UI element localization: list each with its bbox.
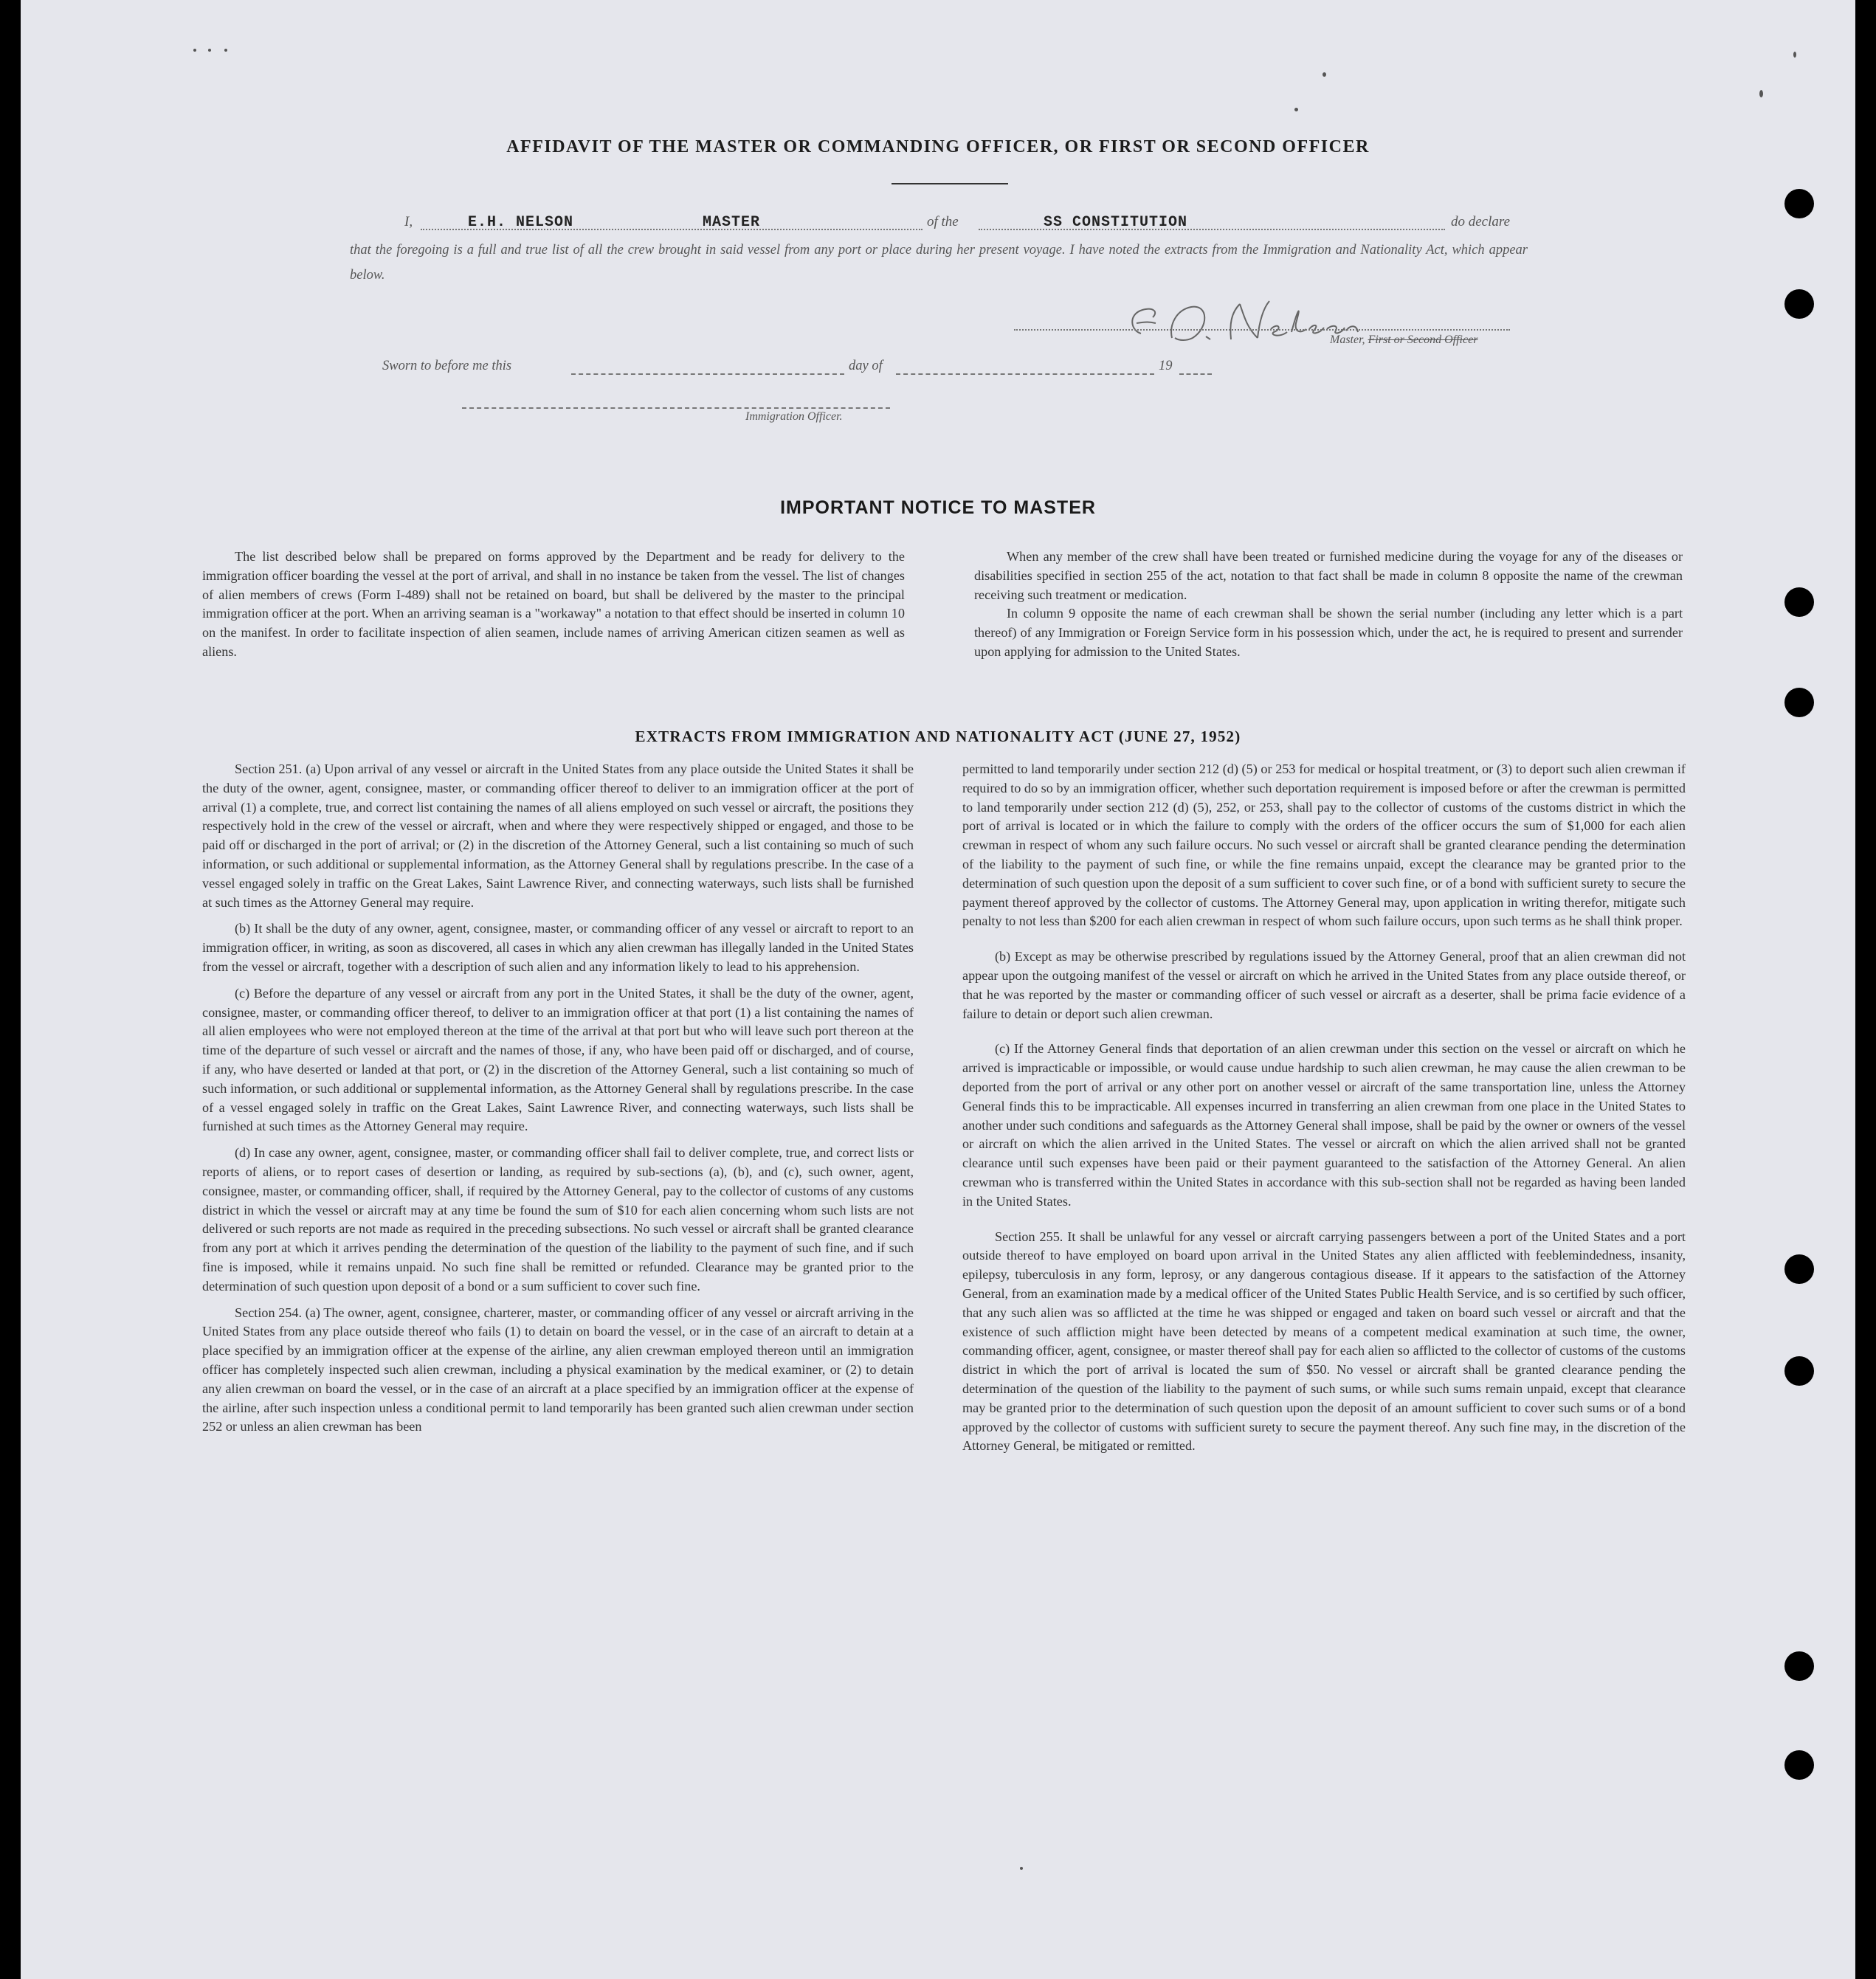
- act-right-column: [962, 760, 1686, 1456]
- form-page: [21, 0, 1855, 1979]
- binder-hole: [1784, 1254, 1814, 1284]
- sworn-line: [382, 359, 1231, 378]
- binder-hole: [1784, 688, 1814, 717]
- scan-speck: [1322, 72, 1326, 77]
- scan-speck: [193, 49, 196, 52]
- binder-hole: [1784, 1750, 1814, 1780]
- scan-speck: [208, 49, 211, 52]
- notice-paragraph: When any member of the crew shall have been treated or furnished medicine during the voyage for any of the diseases or disabilities specified in section 255 of the act, notation to that fact shall be made in column 8 opposite the name of the crewman receiving such treatment or medication.: [974, 549, 1683, 602]
- i-label: I,: [404, 214, 413, 229]
- struck-officer-label: First or Second Officer: [1368, 334, 1478, 346]
- act-paragraph: Section 255. It shall be unlawful for any vessel or aircraft carrying passengers between a port of the United States and a port outside thereof to have employed on board upon arrival in the United States any alien afflicted with feeblemindedness, insanity, epilepsy, tuberculosis in any form, leprosy, or any dangerous contagious disease. If it appears to the satisfaction of the Attorney General, from an examination made by a medical officer of the United States Public Health Service, and is so certified by such officer, that any such alien was so afflicted at the time he was shipped or engaged and taken on board such vessel or aircraft and that the existence of such affliction might have been detected by means of a competent medical examination at such time, the owner, commanding officer, agent, consignee, or master thereof shall pay for each alien so afflicted to the collector of customs of the customs district in which the port of arrival is located the sum of $50. No vessel or aircraft shall be granted clearance pending the determination of the question of the liability to the payment of such sums, or while such sums remain unpaid, except that clearance may be granted prior to the determination of such question upon the deposit of an amount sufficient to cover such sums or of a bond approved by the collector of customs with sufficient surety to secure the payment thereof. Any such fine may, in the discretion of the Attorney General, be mitigated or remitted.: [962, 1229, 1686, 1454]
- notice-right-column: [974, 548, 1683, 662]
- act-paragraph: (b) It shall be the duty of any owner, agent, consignee, master, or commanding officer of any vessel or aircraft to report to an immigration officer, in writing, as soon as discovered, all cases in which any alien crewman has illegally landed in the United States from the vessel or aircraft, together with a description of such alien and any information likely to lead to his apprehension.: [202, 921, 914, 974]
- scan-speck: [224, 49, 227, 52]
- scan-speck: [1020, 1867, 1023, 1870]
- officer-signature-line: [462, 407, 890, 409]
- act-left-column: [202, 760, 914, 1437]
- of-the-label: of the: [927, 214, 959, 229]
- notice-paragraph: The list described below shall be prepared on forms approved by the Department and be ready for delivery to the immigration officer boarding the vessel at the port of arrival, and shall in no instance be taken from the vessel. The list of changes of alien members of crews (Form I-489) shall not be retained on board, but shall be delivered by the master to the principal immigration officer at the port. When an arriving seaman is a "workaway" a notation to that effect should be inserted in column 10 on the manifest. In order to facilitate inspection of alien seamen, include names of arriving American citizen seamen as well as aliens.: [202, 549, 905, 659]
- officer-label: Immigration Officer.: [745, 410, 843, 423]
- notice-heading: IMPORTANT NOTICE TO MASTER: [780, 497, 1096, 518]
- affidavit-title: AFFIDAVIT OF THE MASTER OR COMMANDING OFFICER, OR FIRST OR SECOND OFFICER: [506, 137, 1370, 156]
- notice-paragraph: In column 9 opposite the name of each crewman shall be shown the serial number (including any letter which is a part thereof) of any Immigration or Foreign Service form in his possession which, under the act, he is required to present and surrender upon applying for admission to the United States.: [974, 606, 1683, 659]
- scan-speck: [1793, 52, 1796, 58]
- act-paragraph: Section 254. (a) The owner, agent, consignee, charterer, master, or commanding officer of any vessel or aircraft arriving in the United States from any place outside thereof who fails (1) to detain on board the vessel, or in the case of an aircraft to detain at a place specified by an immigration officer at the expense of the airline, any alien crewman employed thereon until an immigration officer has completely inspected such alien crewman, including a physical examination by the medical examiner, or (2) to detain any alien crewman on board the vessel, or in the case of an aircraft at a place specified by an immigration officer at the expense of the airline, after such inspection unless a conditional permit to land temporarily has been granted such alien crewman under section 252 or unless an alien crewman has been: [202, 1305, 914, 1434]
- master-name-field: E.H. NELSON: [468, 214, 574, 231]
- vessel-name-field: SS CONSTITUTION: [1044, 214, 1188, 231]
- act-paragraph: (d) In case any owner, agent, consignee, master, or commanding officer shall fail to deliver complete, true, and correct lists or reports of aliens, or to report cases of desertion or landing, as required by sub-sections (a), (b), and (c), such owner, agent, consignee, master, or commanding officer, shall, if required by the Attorney General, pay to the collector of customs of any customs district in which the vessel or aircraft may at any time be found the sum of $10 for each alien concerning whom such lists are not delivered or such reports are not made as required in the preceding subsections. No such vessel or aircraft shall be granted clearance from any port at which it arrives pending the determination of the question of the liability to the payment of such fine, and if such fine is imposed, while it remains unpaid. No such fine shall be remitted or refunded. Clearance may be granted prior to the determination of such question upon deposit of a bond or a sum sufficient to cover such fine.: [202, 1145, 914, 1294]
- title-divider: [892, 183, 1008, 184]
- sworn-label: Sworn to before me this: [382, 359, 512, 373]
- notice-left-column: [202, 548, 905, 662]
- act-paragraph: Section 251. (a) Upon arrival of any vessel or aircraft in the United States from any place outside the United States it shall be the duty of the owner, agent, consignee, master, or commanding officer thereof to deliver to an immigration officer at the port of arrival (1) a complete, true, and correct list containing the names of all aliens employed on such vessel or aircraft, the positions they respectively hold in the crew of the vessel or aircraft, when and where they were respectively shipped or engaged, and those to be paid off or discharged in the port of arrival; or (2) in the discretion of the Attorney General, such a list containing so much of such information, or such additional or supplemental information, as the Attorney General shall by regulations prescribe. In the case of a vessel engaged solely in traffic on the Great Lakes, Saint Lawrence River, and connecting waterways, such lists shall be furnished at such times as the Attorney General may require.: [202, 761, 914, 910]
- binder-hole: [1784, 189, 1814, 218]
- binder-hole: [1784, 289, 1814, 319]
- extracts-heading: EXTRACTS FROM IMMIGRATION AND NATIONALITY ACT (JUNE 27, 1952): [635, 728, 1241, 745]
- signature-line: [1014, 329, 1510, 331]
- binder-hole: [1784, 1356, 1814, 1386]
- binder-hole: [1784, 587, 1814, 617]
- signature-label: Master, First or Second Officer: [1330, 334, 1478, 346]
- scan-speck: [1294, 108, 1298, 111]
- act-paragraph: (c) If the Attorney General finds that deportation of an alien crewman under this section on the vessel or aircraft on which he arrived is impracticable or impossible, or would cause undue hardship to such alien crewman, he may cause the alien crewman to be deported from the port of arrival or any other port on another vessel or aircraft of the same transportation line, unless the Attorney General finds this to be impracticable. All expenses incurred in transferring an alien crewman from one place in the United States to another under such conditions and safeguards as the Attorney General shall impose, shall be paid by the owner or owners of the vessel or aircraft on which the alien arrived in the United States. The vessel or aircraft on which the alien arrived shall not be granted clearance until such expenses have been paid or their payment guaranteed to the satisfaction of the Attorney General. An alien crewman who is transferred within the United States in accordance with this sub-section shall not be regarded as having been landed in the United States.: [962, 1041, 1686, 1209]
- act-paragraph: (b) Except as may be otherwise prescribed by regulations issued by the Attorney General, proof that an alien crewman did not appear upon the outgoing manifest of the vessel or aircraft on which he arrived in the United States from any place outside thereof, or that he was reported by the master or commanding officer of such vessel or aircraft as a deserter, shall be prima facie evidence of a failure to detain or deport such alien crewman.: [962, 949, 1686, 1021]
- rank-field: MASTER: [703, 214, 761, 231]
- day-of-label: day of: [849, 359, 883, 373]
- act-paragraph: (c) Before the departure of any vessel or aircraft from any port in the United States, it shall be the duty of the owner, agent, consignee, master, or commanding officer thereof, to deliver to an immigration officer at that port (1) a list containing the names of all alien employees who were not employed thereon at the time of the arrival at that port but who will leave such port thereon at the time of the departure of such vessel or aircraft and the names of those, if any, who have been paid off or discharged, and of course, if any, who have deserted or landed at that port, or (2) in the discretion of the Attorney General, such a list containing so much of such information, or such additional or supplemental information, as the Attorney General shall by regulations prescribe. In the case of a vessel engaged solely in traffic on the Great Lakes, Saint Lawrence River, and connecting waterways, such lists shall be furnished at such times as the Attorney General may require.: [202, 985, 914, 1134]
- do-declare-label: do declare: [1451, 214, 1511, 229]
- year-label: 19: [1159, 359, 1173, 373]
- binder-hole: [1784, 1651, 1814, 1681]
- declaration-text: that the foregoing is a full and true list of all the crew brought in said vessel from any port or place during her present voyage. I have noted the extracts from the Immigration and Nationality Act, which appear below.: [350, 243, 1528, 283]
- scan-speck: [1759, 90, 1763, 97]
- act-paragraph: permitted to land temporarily under section 212 (d) (5) or 253 for medical or hospital treatment, or (3) to deport such alien crewman if required to do so by an immigration officer, whether such deportation requirement is imposed before or after the crewman is permitted to land temporarily under section 212 (d) (5), 252, or 253, shall pay to the collector of customs of the customs district in which the port of arrival is located or in which the failure to comply with the orders of the officer occurs the sum of $1,000 for each alien crewman in respect of whom any such failure occurs. No such vessel or aircraft shall be granted clearance pending the determination of the liability to the payment of such fine, or while the fine remains unpaid, except the clearance may be granted prior to the determination of such question upon the deposit of a sum sufficient to cover such fine, or of a bond with sufficient surety to secure the payment thereof approved by the collector of customs. The Attorney General may, upon application in writing therefor, mitigate such penalty to not less than $200 for each alien crewman in respect of whom such failure occurs, upon such terms as he shall think proper.: [962, 761, 1686, 929]
- declaration-line: [404, 214, 1526, 233]
